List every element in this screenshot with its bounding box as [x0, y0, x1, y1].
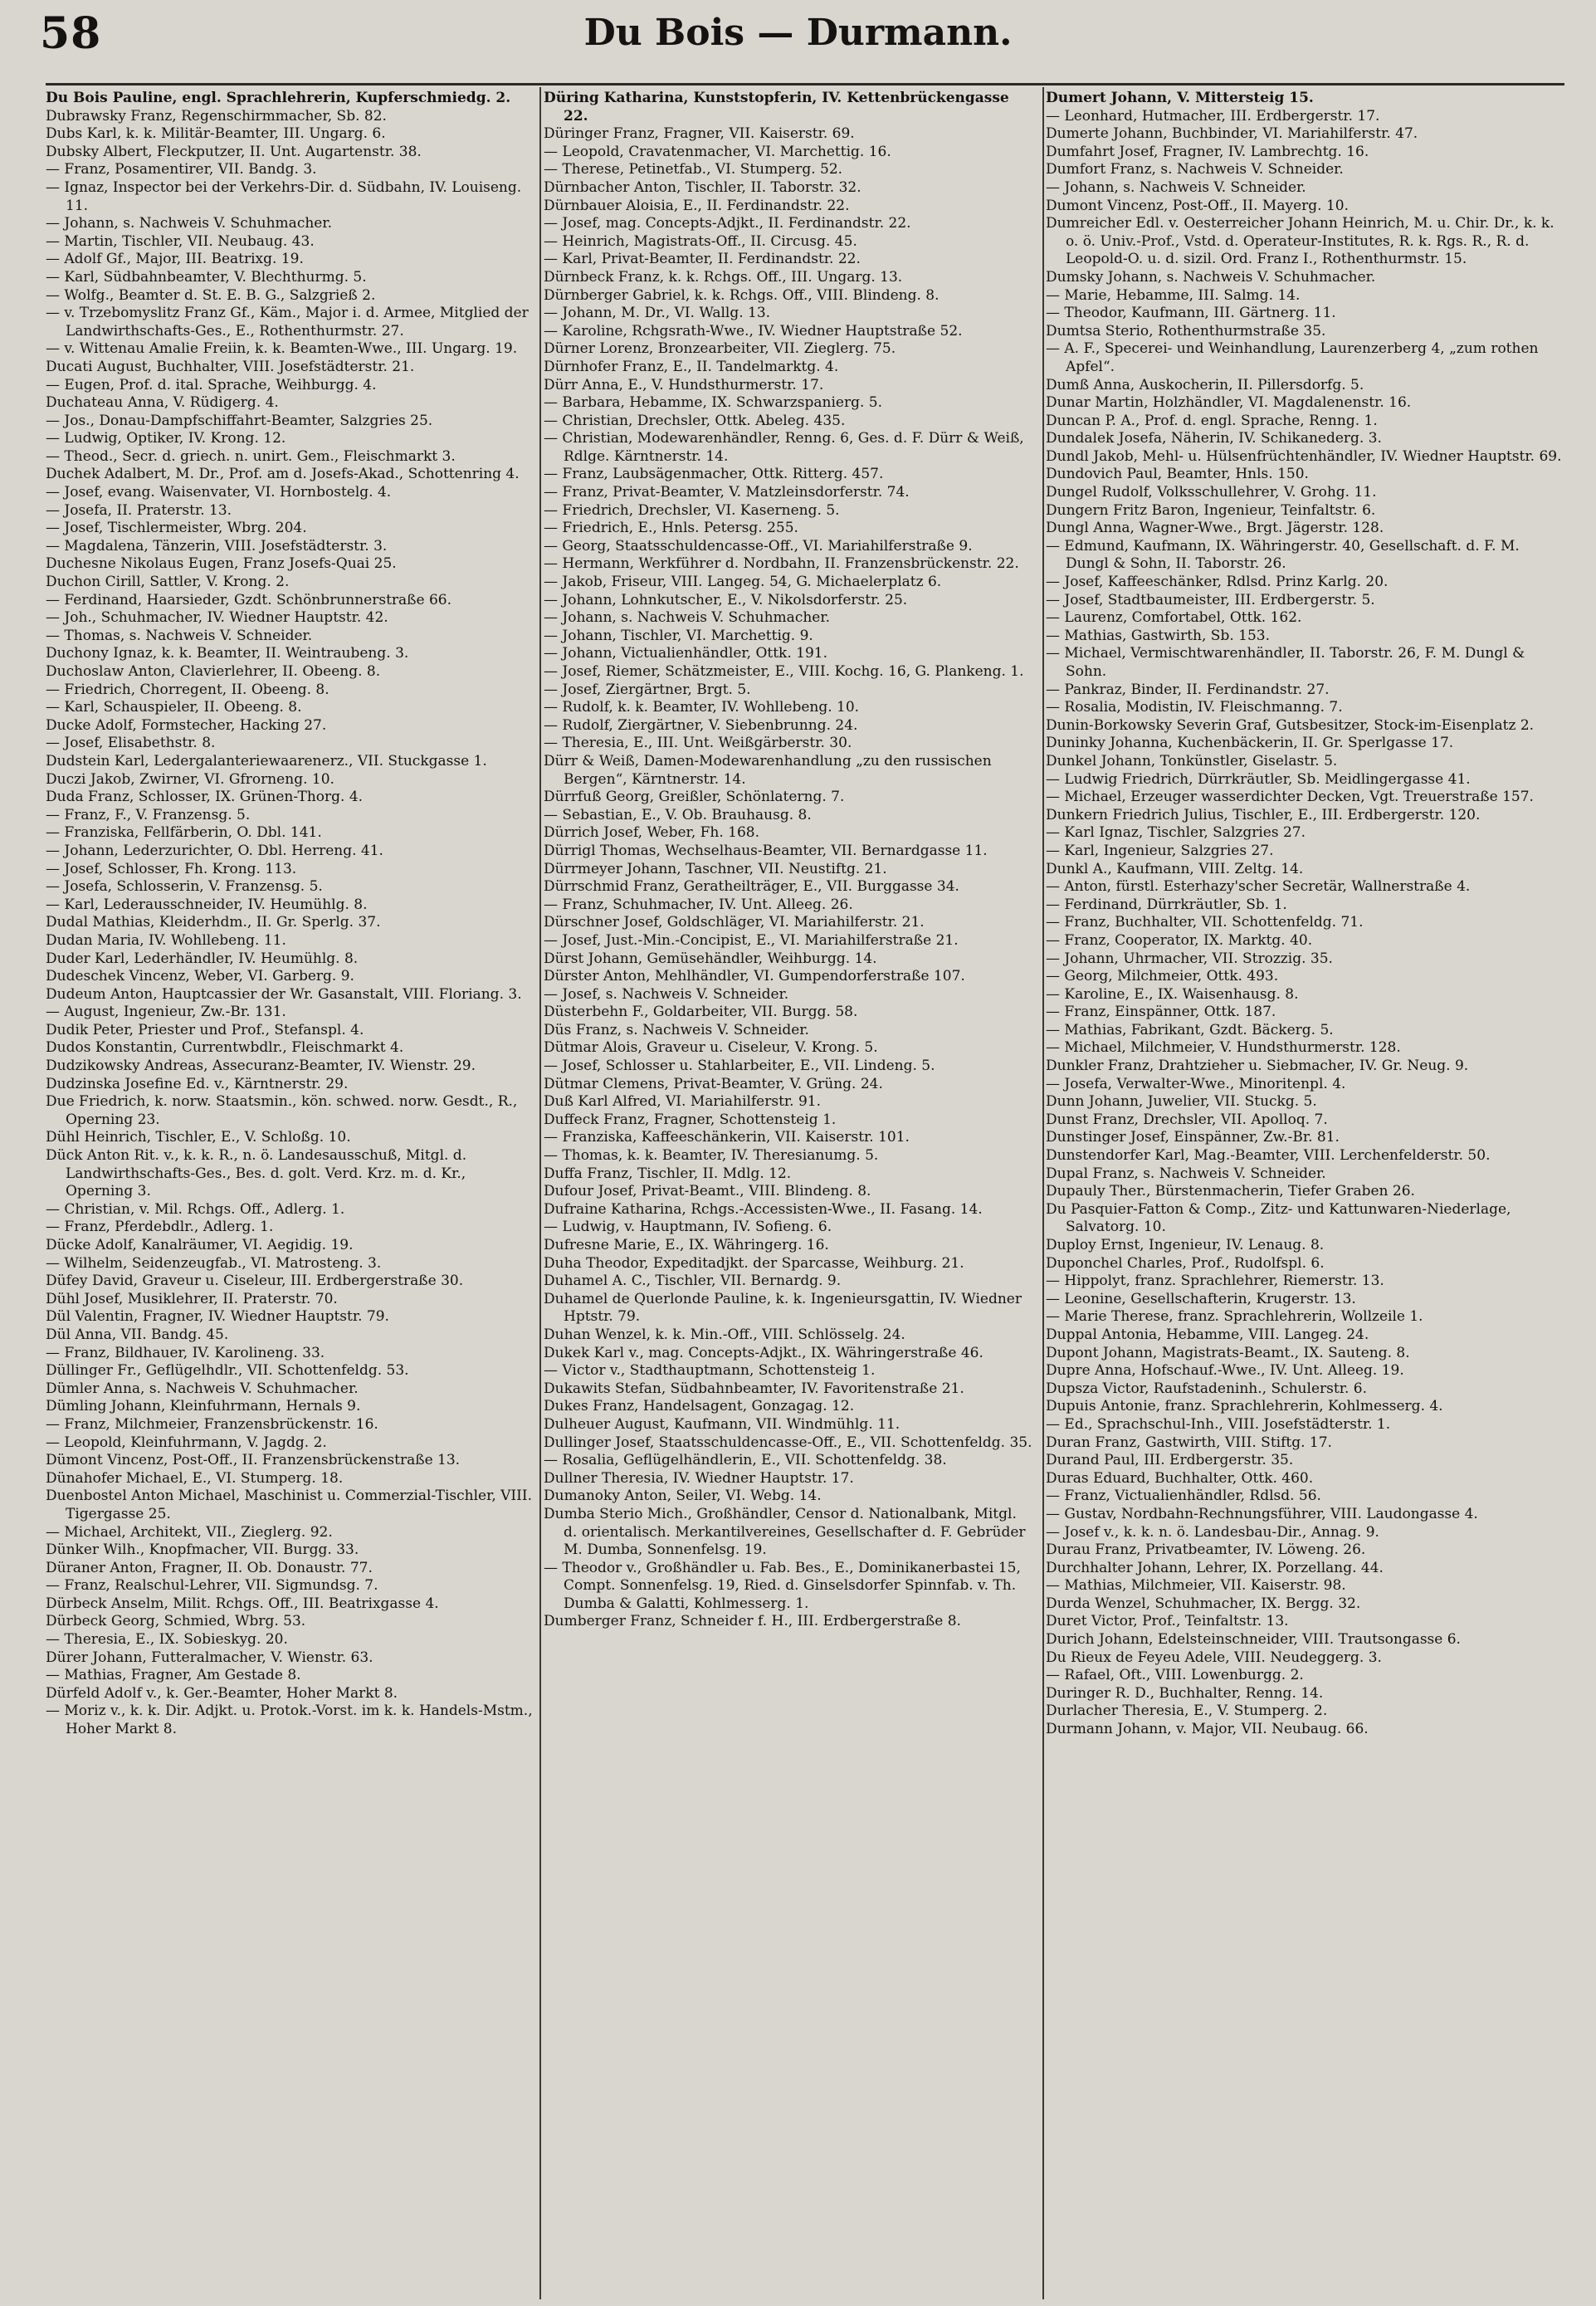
- directory-entry: — Josef v., k. k. n. ö. Landesbau-Dir., Annag. 9.: [1046, 1523, 1379, 1541]
- directory-entry: Duringer R. D., Buchhalter, Renng. 14.: [1046, 1684, 1324, 1702]
- directory-entry: — Josef, Elisabethstr. 8.: [46, 735, 216, 752]
- directory-entry: Dumberger Franz, Schneider f. H., III. Erdbergerstraße 8.: [544, 1613, 961, 1630]
- directory-entry: Durchhalter Johann, Lehrer, IX. Porzellang. 44.: [1046, 1559, 1384, 1576]
- directory-entry: Düfey David, Graveur u. Ciseleur, III. Erdbergerstraße 30.: [46, 1273, 464, 1290]
- directory-entry: Dundl Jakob, Mehl- u. Hülsenfrüchtenhändler, IV. Wiedner Hauptstr. 69.: [1046, 447, 1562, 465]
- directory-entry: Duchony Ignaz, k. k. Beamter, II. Weintraubeng. 3.: [46, 645, 409, 662]
- directory-entry: Dudeum Anton, Hauptcassier der Wr. Gasanstalt, VIII. Floriang. 3.: [46, 985, 522, 1003]
- directory-entry: Dumont Vincenz, Post-Off., II. Mayerg. 10.: [1046, 197, 1349, 214]
- directory-entry: Dumerte Johann, Buchbinder, VI. Mariahilferstr. 47.: [1046, 125, 1418, 143]
- directory-entry: Dunn Johann, Juwelier, VII. Stuckg. 5.: [1046, 1093, 1317, 1111]
- directory-entry: Dümont Vincenz, Post-Off., II. Franzensbrückenstraße 13.: [46, 1452, 461, 1469]
- directory-entry: Duffeck Franz, Fragner, Schottensteig 1.: [544, 1111, 837, 1128]
- directory-entry: — Leonhard, Hutmacher, III. Erdbergerstr. 17.: [1046, 107, 1380, 125]
- directory-entry: — Barbara, Hebamme, IX. Schwarzspanierg. 5.: [544, 394, 882, 412]
- directory-entry: Dürrschmid Franz, Geratheilträger, E., VII. Burggasse 34.: [544, 878, 959, 896]
- directory-entry: Dumtsa Sterio, Rothenthurmstraße 35.: [1046, 322, 1326, 340]
- directory-entry: — Franz, Einspänner, Ottk. 187.: [1046, 1004, 1276, 1021]
- directory-entry: — Johann, s. Nachweis V. Schneider.: [1046, 178, 1306, 196]
- directory-entry: Dücke Adolf, Kanalräumer, VI. Aegidig. 19.: [46, 1237, 354, 1253]
- directory-entry: — v. Wittenau Amalie Freiin, k. k. Beamten-Wwe., III. Ungarg. 19.: [46, 340, 518, 358]
- directory-entry: Düsterbehn F., Goldarbeiter, VII. Burgg. 58.: [544, 1004, 858, 1021]
- directory-entry: Dürrigl Thomas, Wechselhaus-Beamter, VII. Bernardgasse 11.: [544, 842, 988, 859]
- directory-entry: — Theodor v., Großhändler u. Fab. Bes., E., Dominikanerbastei 15, Compt. Sonnenfelsg. 19, Ried. d. Ginselsdorfer Spinnfab. v. Th. Dumba & Galatti, Kohlmesserg. 1.: [544, 1559, 1021, 1612]
- directory-entry: Dühl Josef, Musiklehrer, II. Praterstr. 70.: [46, 1290, 338, 1307]
- directory-entry: — Magdalena, Tänzerin, VIII. Josefstädterstr. 3.: [46, 537, 388, 555]
- directory-entry: Duffa Franz, Tischler, II. Mdlg. 12.: [544, 1165, 792, 1182]
- column-divider: [1042, 87, 1044, 2299]
- directory-entry: — Josefa, Schlosserin, V. Franzensg. 5.: [46, 878, 323, 896]
- directory-entry: — Rudolf, k. k. Beamter, IV. Wohllebeng. 10.: [544, 699, 860, 716]
- directory-entry: Dürer Johann, Futteralmacher, V. Wienstr. 63.: [46, 1649, 373, 1666]
- directory-entry: Dumba Sterio Mich., Großhändler, Censor d. Nationalbank, Mitgl. d. orientalisch. Merkantilvereines, Gesellschafter d. F. Gebrüder M. Dumba, Sonnenfelsg. 19.: [544, 1505, 1026, 1559]
- directory-entry: — Gustav, Nordbahn-Rechnungsführer, VIII. Laudongasse 4.: [1046, 1505, 1478, 1522]
- directory-entry: — Laurenz, Comfortabel, Ottk. 162.: [1046, 609, 1302, 627]
- directory-entry: — v. Trzebomyslitz Franz Gf., Käm., Major i. d. Armee, Mitglied der Landwirthschafts-Ges., E., Rothenthurmstr. 27.: [46, 305, 529, 340]
- directory-entry: — Rosalia, Modistin, IV. Fleischmanng. 7.: [1046, 699, 1343, 716]
- directory-entry: Dütmar Clemens, Privat-Beamter, V. Grüng. 24.: [544, 1075, 883, 1092]
- directory-entry: — Michael, Milchmeier, V. Hundsthurmerstr. 128.: [1046, 1039, 1401, 1057]
- directory-entry: — Rosalia, Geflügelhändlerin, E., VII. Schottenfeldg. 38.: [544, 1452, 947, 1469]
- directory-entry: Dupal Franz, s. Nachweis V. Schneider.: [1046, 1165, 1326, 1182]
- directory-entry: — Karoline, Rchgsrath-Wwe., IV. Wiedner Hauptstraße 52.: [544, 322, 963, 340]
- directory-entry: — Josef, Stadtbaumeister, III. Erdbergerstr. 5.: [1046, 591, 1375, 608]
- directory-entry: — Josef, Schlosser u. Stahlarbeiter, E., VII. Lindeng. 5.: [544, 1058, 935, 1075]
- directory-entry: — Johann, Lohnkutscher, E., V. Nikolsdorferstr. 25.: [544, 591, 908, 608]
- directory-entry: Duchesne Nikolaus Eugen, Franz Josefs-Quai 25.: [46, 555, 397, 573]
- directory-entry: Dumfort Franz, s. Nachweis V. Schneider.: [1046, 161, 1344, 178]
- directory-entry: Düringer Franz, Fragner, VII. Kaiserstr. 69.: [544, 125, 855, 143]
- directory-entry: — Leopold, Cravatenmacher, VI. Marchettig. 16.: [544, 143, 891, 160]
- column-2: [544, 90, 1033, 2298]
- directory-entry: Dunstendorfer Karl, Mag.-Beamter, VIII. Lerchenfelderstr. 50.: [1046, 1147, 1491, 1165]
- directory-entry: — Therese, Petinetfab., VI. Stumperg. 52.: [544, 161, 843, 178]
- directory-entry: — Theodor, Kaufmann, III. Gärtnerg. 11.: [1046, 305, 1336, 322]
- directory-entry: — Karl Ignaz, Tischler, Salzgries 27.: [1046, 824, 1306, 842]
- directory-entry: Duras Eduard, Buchhalter, Ottk. 460.: [1046, 1469, 1314, 1487]
- directory-entry: Dupauly Ther., Bürstenmacherin, Tiefer Graben 26.: [1046, 1183, 1415, 1200]
- directory-entry: — Ferdinand, Haarsieder, Gzdt. Schönbrunnerstraße 66.: [46, 591, 452, 608]
- directory-entry: — Victor v., Stadthauptmann, Schottensteig 1.: [544, 1362, 876, 1380]
- directory-entry: Dunkel Johann, Tonkünstler, Giselastr. 5.: [1046, 752, 1338, 769]
- directory-entry: Dumfahrt Josef, Fragner, IV. Lambrechtg. 16.: [1046, 143, 1369, 160]
- directory-entry: Durmann Johann, v. Major, VII. Neubaug. 66.: [1046, 1721, 1369, 1738]
- directory-entry: — Josef, mag. Concepts-Adjkt., II. Ferdinandstr. 22.: [544, 215, 911, 232]
- directory-entry: Dunkl A., Kaufmann, VIII. Zeltg. 14.: [1046, 860, 1304, 877]
- directory-entry: Dürst Johann, Gemüsehändler, Weihburgg. 14.: [544, 950, 877, 967]
- directory-entry: Dungel Rudolf, Volksschullehrer, V. Grohg. 11.: [1046, 484, 1377, 501]
- directory-entry: — Sebastian, E., V. Ob. Brauhausg. 8.: [544, 806, 812, 823]
- page-number: 58: [40, 8, 102, 59]
- directory-entry: — Johann, M. Dr., VI. Wallg. 13.: [544, 305, 771, 322]
- directory-entry: Durau Franz, Privatbeamter, IV. Löweng. 26.: [1046, 1541, 1366, 1559]
- directory-entry: — Michael, Erzeuger wasserdichter Decken, Vgt. Treuerstraße 157.: [1046, 789, 1534, 806]
- directory-entry: Dubsky Albert, Fleckputzer, II. Unt. Augartenstr. 38.: [46, 143, 422, 160]
- directory-entry: Dürrfuß Georg, Greißler, Schönlaterng. 7.: [544, 789, 845, 806]
- directory-entry: — Josef, Ziergärtner, Brgt. 5.: [544, 681, 751, 698]
- directory-entry: Dunkler Franz, Drahtzieher u. Siebmacher, IV. Gr. Neug. 9.: [1046, 1058, 1469, 1075]
- directory-entry: Duenbostel Anton Michael, Maschinist u. Commerzial-Tischler, VIII. Tigergasse 25.: [46, 1488, 532, 1522]
- directory-entry: Dudan Maria, IV. Wohllebeng. 11.: [46, 931, 286, 949]
- directory-entry: — Theresia, E., IX. Sobieskyg. 20.: [46, 1631, 288, 1649]
- directory-entry: — Mathias, Gastwirth, Sb. 153.: [1046, 627, 1270, 644]
- directory-entry: Dudik Peter, Priester und Prof., Stefanspl. 4.: [46, 1021, 364, 1038]
- directory-entry: Duczi Jakob, Zwirner, VI. Gfrorneng. 10.: [46, 770, 334, 788]
- directory-entry: Dubs Karl, k. k. Militär-Beamter, III. Ungarg. 6.: [46, 125, 386, 143]
- directory-entry: Du Bois Pauline, engl. Sprachlehrerin, Kupferschmiedg. 2.: [46, 90, 511, 106]
- directory-entry: Dumanoky Anton, Seiler, VI. Webg. 14.: [544, 1488, 822, 1505]
- directory-entry: Dukek Karl v., mag. Concepts-Adjkt., IX. Währingerstraße 46.: [544, 1344, 983, 1361]
- directory-entry: — Franz, Bildhauer, IV. Karolineng. 33.: [46, 1344, 325, 1361]
- directory-entry: — Martin, Tischler, VII. Neubaug. 43.: [46, 232, 315, 250]
- directory-entry: — Karl, Privat-Beamter, II. Ferdinandstr. 22.: [544, 251, 861, 268]
- directory-entry: Dürr Anna, E., V. Hundsthurmerstr. 17.: [544, 376, 824, 393]
- directory-entry: Dupuis Antonie, franz. Sprachlehrerin, Kohlmesserg. 4.: [1046, 1398, 1443, 1415]
- directory-entry: Duhamel A. C., Tischler, VII. Bernardg. 9.: [544, 1273, 842, 1290]
- directory-entry: — Franz, Pferdebdlr., Adlerg. 1.: [46, 1219, 274, 1236]
- directory-entry: — A. F., Specerei- und Weinhandlung, Laurenzerberg 4, „zum rothen Apfel“.: [1046, 340, 1539, 375]
- directory-entry: Durich Johann, Edelsteinschneider, VIII. Trautsongasse 6.: [1046, 1631, 1461, 1649]
- directory-entry: — Josef, Just.-Min.-Concipist, E., VI. Mariahilferstraße 21.: [544, 931, 959, 949]
- directory-entry: — Christian, v. Mil. Rchgs. Off., Adlerg. 1.: [46, 1200, 345, 1218]
- directory-entry: Dullner Theresia, IV. Wiedner Hauptstr. 17.: [544, 1469, 854, 1487]
- directory-entry: Dümling Johann, Kleinfuhrmann, Hernals 9.: [46, 1398, 361, 1415]
- directory-entry: — Josef, Riemer, Schätzmeister, E., VIII. Kochg. 16, G. Plankeng. 1.: [544, 663, 1024, 680]
- directory-entry: — Georg, Staatsschuldencasse-Off., VI. Mariahilferstraße 9.: [544, 537, 973, 555]
- directory-entry: Duder Karl, Lederhändler, IV. Heumühlg. 8.: [46, 950, 359, 967]
- directory-entry: — Theresia, E., III. Unt. Weißgärberstr. 30.: [544, 735, 852, 752]
- column-divider: [539, 87, 541, 2299]
- directory-entry: Dürfeld Adolf v., k. Ger.-Beamter, Hoher Markt 8.: [46, 1684, 398, 1702]
- directory-entry: — Johann, s. Nachweis V. Schuhmacher.: [46, 215, 333, 232]
- directory-entry: — Adolf Gf., Major, III. Beatrixg. 19.: [46, 251, 304, 268]
- directory-entry: Duhamel de Querlonde Pauline, k. k. Ingenieursgattin, IV. Wiedner Hptstr. 79.: [544, 1290, 1022, 1326]
- directory-entry: — Karl, Ingenieur, Salzgries 27.: [1046, 842, 1274, 859]
- directory-entry: Duha Theodor, Expeditadjkt. der Sparcasse, Weihburg. 21.: [544, 1254, 964, 1272]
- directory-entry: Dudos Konstantin, Currentwbdlr., Fleischmarkt 4.: [46, 1039, 404, 1057]
- directory-entry: — Ed., Sprachschul-Inh., VIII. Josefstädterstr. 1.: [1046, 1415, 1391, 1433]
- directory-entry: — Mathias, Milchmeier, VII. Kaiserstr. 98.: [1046, 1577, 1346, 1595]
- directory-entry: Dupre Anna, Hofschauf.-Wwe., IV. Unt. Alleeg. 19.: [1046, 1362, 1404, 1380]
- directory-entry: — Leopold, Kleinfuhrmann, V. Jagdg. 2.: [46, 1434, 327, 1451]
- directory-entry: Düs Franz, s. Nachweis V. Schneider.: [544, 1021, 809, 1038]
- directory-entry: Dürnbacher Anton, Tischler, II. Taborstr. 32.: [544, 178, 861, 196]
- directory-entry: — Karl, Lederausschneider, IV. Heumühlg. 8.: [46, 896, 368, 913]
- directory-entry: — Mathias, Fabrikant, Gzdt. Bäckerg. 5.: [1046, 1021, 1334, 1038]
- column-1: [46, 90, 535, 2298]
- directory-entry: Dundovich Paul, Beamter, Hnls. 150.: [1046, 466, 1309, 483]
- directory-entry: — Ignaz, Inspector bei der Verkehrs-Dir. d. Südbahn, IV. Louiseng. 11.: [46, 178, 522, 214]
- directory-entry: Dunkern Friedrich Julius, Tischler, E., III. Erdbergerstr. 120.: [1046, 806, 1481, 823]
- directory-entry: — Josef, Tischlermeister, Wbrg. 204.: [46, 520, 307, 537]
- directory-entry: Durlacher Theresia, E., V. Stumperg. 2.: [1046, 1703, 1328, 1720]
- directory-entry: — Franz, Laubsägenmacher, Ottk. Ritterg. 457.: [544, 466, 884, 483]
- directory-entry: — Friedrich, E., Hnls. Petersg. 255.: [544, 520, 798, 537]
- directory-entry: — Pankraz, Binder, II. Ferdinandstr. 27.: [1046, 681, 1330, 698]
- directory-entry: — Georg, Milchmeier, Ottk. 493.: [1046, 968, 1279, 985]
- directory-entry: Ducke Adolf, Formstecher, Hacking 27.: [46, 716, 327, 734]
- directory-entry: Dül Anna, VII. Bandg. 45.: [46, 1326, 229, 1343]
- directory-entry: — Josef, evang. Waisenvater, VI. Hornbostelg. 4.: [46, 484, 392, 501]
- directory-entry: Dumert Johann, V. Mittersteig 15.: [1046, 90, 1314, 106]
- directory-entry: Dumreicher Edl. v. Oesterreicher Johann Heinrich, M. u. Chir. Dr., k. k. o. ö. Univ.-Prof., Vstd. d. Operateur-Institutes, R. k. Rgs. R., R. d. Leopold-O. u. d. sizil. Ord. Franz I., Rothenthurmstr. 15.: [1046, 215, 1555, 268]
- directory-entry: Dürr & Weiß, Damen-Modewarenhandlung „zu den russischen Bergen“, Kärntnerstr. 14.: [544, 752, 992, 788]
- directory-entry: Duppal Antonia, Hebamme, VIII. Langeg. 24.: [1046, 1326, 1369, 1343]
- directory-entry: — Johann, Tischler, VI. Marchettig. 9.: [544, 627, 813, 644]
- directory-entry: Duran Franz, Gastwirth, VIII. Stiftg. 17.: [1046, 1434, 1332, 1451]
- directory-entry: — Joh., Schuhmacher, IV. Wiedner Hauptstr. 42.: [46, 609, 388, 627]
- directory-entry: — Leonine, Gesellschafterin, Krugerstr. 13.: [1046, 1290, 1356, 1307]
- directory-entry: Dürnberger Gabriel, k. k. Rchgs. Off., VIII. Blindeng. 8.: [544, 286, 940, 304]
- directory-entry: — Rudolf, Ziergärtner, V. Siebenbrunng. 24.: [544, 716, 858, 734]
- directory-entry: — Franz, Realschul-Lehrer, VII. Sigmundsg. 7.: [46, 1577, 378, 1595]
- directory-entry: Duchek Adalbert, M. Dr., Prof. am d. Josefs-Akad., Schottenring 4.: [46, 466, 520, 483]
- page-header: [0, 0, 1596, 87]
- directory-entry: Dürnhofer Franz, E., II. Tandelmarktg. 4.: [544, 358, 839, 375]
- directory-entry: — Johann, Uhrmacher, VII. Strozzig. 35.: [1046, 950, 1333, 967]
- directory-entry: Dürbeck Anselm, Milit. Rchgs. Off., III. Beatrixgasse 4.: [46, 1595, 439, 1612]
- directory-entry: Duninky Johanna, Kuchenbäckerin, II. Gr. Sperlgasse 17.: [1046, 735, 1454, 752]
- directory-entry: Du Pasquier-Fatton & Comp., Zitz- und Kattunwaren-Niederlage, Salvatorg. 10.: [1046, 1200, 1511, 1236]
- directory-entry: — August, Ingenieur, Zw.-Br. 131.: [46, 1004, 286, 1021]
- directory-entry: Dunar Martin, Holzhändler, VI. Magdalenenstr. 16.: [1046, 394, 1412, 412]
- directory-entry: — Franz, Privat-Beamter, V. Matzleinsdorferstr. 74.: [544, 484, 910, 501]
- directory-entry: Ducati August, Buchhalter, VIII. Josefstädterstr. 21.: [46, 358, 415, 375]
- directory-entry: Dunin-Borkowsky Severin Graf, Gutsbesitzer, Stock-im-Eisenplatz 2.: [1046, 716, 1535, 734]
- directory-entry: Dukawits Stefan, Südbahnbeamter, IV. Favoritenstraße 21.: [544, 1380, 964, 1397]
- directory-entry: — Franz, Milchmeier, Franzensbrückenstr. 16.: [46, 1415, 378, 1433]
- directory-entry: — Franz, F., V. Franzensg. 5.: [46, 806, 251, 823]
- directory-entry: Duret Victor, Prof., Teinfaltstr. 13.: [1046, 1613, 1289, 1630]
- directory-entry: Dütmar Alois, Graveur u. Ciseleur, V. Krong. 5.: [544, 1039, 878, 1057]
- directory-entry: — Heinrich, Magistrats-Off., II. Circusg. 45.: [544, 232, 857, 250]
- directory-entry: Dürbeck Georg, Schmied, Wbrg. 53.: [46, 1613, 306, 1630]
- directory-entry: Dürster Anton, Mehlhändler, VI. Gumpendorferstraße 107.: [544, 968, 965, 985]
- header-rule: [46, 83, 1564, 85]
- directory-entry: Dungern Fritz Baron, Ingenieur, Teinfaltstr. 6.: [1046, 501, 1376, 519]
- directory-entry: Duploy Ernst, Ingenieur, IV. Lenaug. 8.: [1046, 1237, 1325, 1253]
- directory-entry: — Karl, Südbahnbeamter, V. Blechthurmg. 5.: [46, 268, 367, 286]
- directory-entry: Dudal Mathias, Kleiderhdm., II. Gr. Sperlg. 37.: [46, 914, 381, 931]
- directory-entry: — Johann, Lederzurichter, O. Dbl. Herreng. 41.: [46, 842, 383, 859]
- directory-entry: Dungl Anna, Wagner-Wwe., Brgt. Jägerstr. 128.: [1046, 520, 1384, 537]
- directory-entry: Dürrmeyer Johann, Taschner, VII. Neustiftg. 21.: [544, 860, 887, 877]
- directory-entry: Düraner Anton, Fragner, II. Ob. Donaustr. 77.: [46, 1559, 373, 1576]
- directory-entry: Dulheuer August, Kaufmann, VII. Windmühlg. 11.: [544, 1415, 900, 1433]
- directory-entry: — Franz, Posamentirer, VII. Bandg. 3.: [46, 161, 317, 178]
- directory-entry: Dunstinger Josef, Einspänner, Zw.-Br. 81.: [1046, 1129, 1340, 1146]
- directory-entry: — Thomas, k. k. Beamter, IV. Theresianumg. 5.: [544, 1147, 879, 1165]
- directory-entry: Dudzinska Josefine Ed. v., Kärntnerstr. 29.: [46, 1075, 349, 1092]
- directory-entry: — Josef, Kaffeeschänker, Rdlsd. Prinz Karlg. 20.: [1046, 574, 1389, 591]
- directory-entry: — Ludwig, Optiker, IV. Krong. 12.: [46, 430, 286, 447]
- directory-entry: Dupont Johann, Magistrats-Beamt., IX. Sauteng. 8.: [1046, 1344, 1410, 1361]
- directory-entry: Durand Paul, III. Erdbergerstr. 35.: [1046, 1452, 1294, 1469]
- directory-entry: Dundalek Josefa, Näherin, IV. Schikanederg. 3.: [1046, 430, 1382, 447]
- directory-entry: Dudzikowsky Andreas, Assecuranz-Beamter, IV. Wienstr. 29.: [46, 1058, 476, 1075]
- directory-entry: Dürnbeck Franz, k. k. Rchgs. Off., III. Ungarg. 13.: [544, 268, 903, 286]
- directory-entry: Dukes Franz, Handelsagent, Gonzagag. 12.: [544, 1398, 855, 1415]
- directory-entry: — Karoline, E., IX. Waisenhausg. 8.: [1046, 985, 1299, 1003]
- directory-entry: Dühl Heinrich, Tischler, E., V. Schloßg. 10.: [46, 1129, 351, 1146]
- directory-entry: Duchoslaw Anton, Clavierlehrer, II. Obeeng. 8.: [46, 663, 381, 680]
- directory-entry: Due Friedrich, k. norw. Staatsmin., kön. schwed. norw. Gesdt., R., Operning 23.: [46, 1093, 518, 1128]
- directory-entry: Duchateau Anna, V. Rüdigerg. 4.: [46, 394, 279, 412]
- directory-entry: — Edmund, Kaufmann, IX. Währingerstr. 40, Gesellschaft. d. F. M. Dungl & Sohn, II. Taborstr. 26.: [1046, 537, 1520, 573]
- directory-entry: — Josefa, II. Praterstr. 13.: [46, 501, 232, 519]
- directory-entry: — Marie Therese, franz. Sprachlehrerin, Wollzeile 1.: [1046, 1308, 1423, 1326]
- directory-entry: Dufour Josef, Privat-Beamt., VIII. Blindeng. 8.: [544, 1183, 871, 1200]
- directory-entry: — Mathias, Fragner, Am Gestade 8.: [46, 1667, 301, 1684]
- directory-entry: Durda Wenzel, Schuhmacher, IX. Bergg. 32.: [1046, 1595, 1361, 1612]
- directory-entry: — Franziska, Kaffeeschänkerin, VII. Kaiserstr. 101.: [544, 1129, 910, 1146]
- directory-entry: Düllinger Fr., Geflügelhdlr., VII. Schottenfeldg. 53.: [46, 1362, 409, 1380]
- directory-entry: — Ludwig, v. Hauptmann, IV. Sofieng. 6.: [544, 1219, 832, 1236]
- column-3: [1046, 90, 1564, 2298]
- directory-entry: — Franz, Victualienhändler, Rdlsd. 56.: [1046, 1488, 1321, 1505]
- directory-entry: Duchon Cirill, Sattler, V. Krong. 2.: [46, 574, 290, 591]
- directory-entry: Dürner Lorenz, Bronzearbeiter, VII. Zieglerg. 75.: [544, 340, 896, 358]
- running-title: Du Bois — Durmann.: [583, 12, 1013, 54]
- directory-entry: — Hermann, Werkführer d. Nordbahn, II. Franzensbrückenstr. 22.: [544, 555, 1019, 573]
- directory-entry: — Michael, Architekt, VII., Zieglerg. 92.: [46, 1523, 333, 1541]
- directory-entry: — Eugen, Prof. d. ital. Sprache, Weihburgg. 4.: [46, 376, 377, 393]
- directory-entry: Dumß Anna, Auskocherin, II. Pillersdorfg. 5.: [1046, 376, 1364, 393]
- directory-entry: Dubrawsky Franz, Regenschirmmacher, Sb. 82.: [46, 107, 387, 125]
- directory-entry: Dudeschek Vincenz, Weber, VI. Garberg. 9.: [46, 968, 354, 985]
- directory-entry: Düring Katharina, Kunststopferin, IV. Kettenbrückengasse 22.: [544, 90, 1009, 125]
- directory-entry: Du Rieux de Feyeu Adele, VIII. Neudeggerg. 3.: [1046, 1649, 1382, 1666]
- directory-entry: Dupsza Victor, Raufstadeninh., Schulerstr. 6.: [1046, 1380, 1367, 1397]
- directory-entry: — Franziska, Fellfärberin, O. Dbl. 141.: [46, 824, 322, 842]
- directory-entry: Dürrich Josef, Weber, Fh. 168.: [544, 824, 760, 842]
- directory-entry: Dürschner Josef, Goldschläger, VI. Mariahilferstr. 21.: [544, 914, 925, 931]
- directory-entry: — Josef, s. Nachweis V. Schneider.: [544, 985, 789, 1003]
- directory-entry: Dünahofer Michael, E., VI. Stumperg. 18.: [46, 1469, 344, 1487]
- directory-entry: — Friedrich, Chorregent, II. Obeeng. 8.: [46, 681, 329, 698]
- directory-entry: Dunst Franz, Drechsler, VII. Apolloq. 7.: [1046, 1111, 1328, 1128]
- directory-entry: Dumsky Johann, s. Nachweis V. Schuhmacher.: [1046, 268, 1376, 286]
- directory-entry: Duß Karl Alfred, VI. Mariahilferstr. 91.: [544, 1093, 822, 1111]
- directory-entry: — Jakob, Friseur, VIII. Langeg. 54, G. Michaelerplatz 6.: [544, 574, 942, 591]
- directory-entry: — Moriz v., k. k. Dir. Adjkt. u. Protok.-Vorst. im k. k. Handels-Mstm., Hoher Markt 8.: [46, 1703, 533, 1738]
- directory-entry: — Jos., Donau-Dampfschiffahrt-Beamter, Salzgries 25.: [46, 412, 433, 429]
- directory-entry: — Michael, Vermischtwarenhändler, II. Taborstr. 26, F. M. Dungl & Sohn.: [1046, 645, 1525, 680]
- directory-entry: — Ferdinand, Dürrkräutler, Sb. 1.: [1046, 896, 1287, 913]
- directory-entry: — Wilhelm, Seidenzeugfab., VI. Matrosteng. 3.: [46, 1254, 382, 1272]
- directory-entry: — Rafael, Oft., VIII. Lowenburgg. 2.: [1046, 1667, 1304, 1684]
- directory-entry: — Anton, fürstl. Esterhazy'scher Secretär, Wallnerstraße 4.: [1046, 878, 1471, 896]
- directory-entry: — Wolfg., Beamter d. St. E. B. G., Salzgrieß 2.: [46, 286, 376, 304]
- directory-entry: — Hippolyt, franz. Sprachlehrer, Riemerstr. 13.: [1046, 1273, 1384, 1290]
- directory-entry: — Josef, Schlosser, Fh. Krong. 113.: [46, 860, 297, 877]
- directory-entry: — Friedrich, Drechsler, VI. Kaserneng. 5.: [544, 501, 840, 519]
- directory-entry: — Thomas, s. Nachweis V. Schneider.: [46, 627, 313, 644]
- directory-entry: — Josefa, Verwalter-Wwe., Minoritenpl. 4.: [1046, 1075, 1346, 1092]
- directory-entry: Dül Valentin, Fragner, IV. Wiedner Hauptstr. 79.: [46, 1308, 389, 1326]
- directory-entry: Dück Anton Rit. v., k. k. R., n. ö. Landesausschuß, Mitgl. d. Landwirthschafts-Ges., Bes. d. golt. Verd. Krz. m. d. Kr., Operning 3.: [46, 1147, 467, 1200]
- directory-entry: Dümler Anna, s. Nachweis V. Schuhmacher.: [46, 1380, 359, 1397]
- directory-entry: — Christian, Modewarenhändler, Renng. 6, Ges. d. F. Dürr & Weiß, Rdlge. Kärntnerstr. 14.: [544, 430, 1024, 465]
- directory-entry: — Karl, Schauspieler, II. Obeeng. 8.: [46, 699, 302, 716]
- directory-entry: Duponchel Charles, Prof., Rudolfspl. 6.: [1046, 1254, 1325, 1272]
- directory-entry: Dullinger Josef, Staatsschuldencasse-Off., E., VII. Schottenfeldg. 35.: [544, 1434, 1032, 1451]
- directory-entry: Dufresne Marie, E., IX. Währingerg. 16.: [544, 1237, 829, 1253]
- directory-entry: — Christian, Drechsler, Ottk. Abeleg. 435.: [544, 412, 846, 429]
- directory-entry: Dürnbauer Aloisia, E., II. Ferdinandstr. 22.: [544, 197, 850, 214]
- directory-entry: Dufraine Katharina, Rchgs.-Accessisten-Wwe., II. Fasang. 14.: [544, 1200, 983, 1218]
- directory-entry: Duhan Wenzel, k. k. Min.-Off., VIII. Schlösselg. 24.: [544, 1326, 905, 1343]
- directory-entry: — Johann, Victualienhändler, Ottk. 191.: [544, 645, 828, 662]
- directory-entry: — Franz, Buchhalter, VII. Schottenfeldg. 71.: [1046, 914, 1364, 931]
- directory-entry: — Johann, s. Nachweis V. Schuhmacher.: [544, 609, 831, 627]
- directory-entry: — Theod., Secr. d. griech. n. unirt. Gem., Fleischmarkt 3.: [46, 447, 456, 465]
- directory-entry: — Franz, Schuhmacher, IV. Unt. Alleeg. 26.: [544, 896, 853, 913]
- directory-entry: — Marie, Hebamme, III. Salmg. 14.: [1046, 286, 1301, 304]
- directory-entry: Duda Franz, Schlosser, IX. Grünen-Thorg. 4.: [46, 789, 364, 806]
- directory-entry: — Franz, Cooperator, IX. Marktg. 40.: [1046, 931, 1313, 949]
- directory-entry: Dünker Wilh., Knopfmacher, VII. Burgg. 33.: [46, 1541, 359, 1559]
- directory-entry: Duncan P. A., Prof. d. engl. Sprache, Renng. 1.: [1046, 412, 1378, 429]
- directory-entry: Dudstein Karl, Ledergalanteriewaarenerz., VII. Stuckgasse 1.: [46, 752, 487, 769]
- directory-entry: — Ludwig Friedrich, Dürrkräutler, Sb. Meidlingergasse 41.: [1046, 770, 1471, 788]
